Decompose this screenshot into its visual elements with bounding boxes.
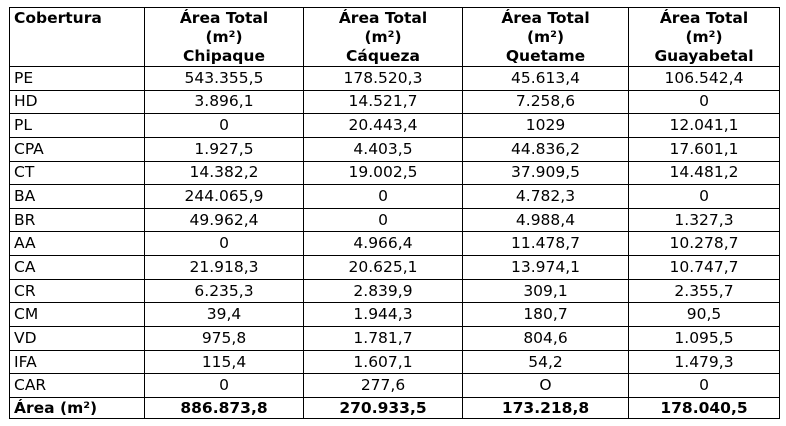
table-cell: 0 xyxy=(629,185,780,209)
total-cell: 270.933,5 xyxy=(304,398,463,419)
row-label: CPA xyxy=(10,137,145,161)
row-label: HD xyxy=(10,90,145,114)
header-row xyxy=(10,8,780,67)
table-cell: 90,5 xyxy=(629,303,780,327)
row-label: AA xyxy=(10,232,145,256)
table-cell: 1.479,3 xyxy=(629,350,780,374)
row-label: CAR xyxy=(10,374,145,398)
table-cell: 13.974,1 xyxy=(463,256,629,280)
table-cell: 10.278,7 xyxy=(629,232,780,256)
table-cell: 975,8 xyxy=(145,327,304,351)
table-cell: 115,4 xyxy=(145,350,304,374)
table-cell: 180,7 xyxy=(463,303,629,327)
table-row xyxy=(10,90,780,114)
row-label: BA xyxy=(10,185,145,209)
table-cell: 54,2 xyxy=(463,350,629,374)
table-cell: 0 xyxy=(145,232,304,256)
table-row xyxy=(10,161,780,185)
total-cell: 178.040,5 xyxy=(629,398,780,419)
table-cell: 14.521,7 xyxy=(304,90,463,114)
table-cell: 309,1 xyxy=(463,279,629,303)
row-label: BR xyxy=(10,208,145,232)
table-row xyxy=(10,208,780,232)
table-row xyxy=(10,67,780,91)
table-cell: 14.481,2 xyxy=(629,161,780,185)
table-cell: 178.520,3 xyxy=(304,67,463,91)
table-cell: 14.382,2 xyxy=(145,161,304,185)
table-cell: O xyxy=(463,374,629,398)
header-line1: Área Total xyxy=(338,9,428,27)
table-row xyxy=(10,374,780,398)
row-label: IFA xyxy=(10,350,145,374)
row-label: CA xyxy=(10,256,145,280)
table-cell: 19.002,5 xyxy=(304,161,463,185)
table-row xyxy=(10,185,780,209)
table-cell: 20.625,1 xyxy=(304,256,463,280)
table-cell: 1.607,1 xyxy=(304,350,463,374)
header-line2: (m²) xyxy=(526,28,565,46)
table-cell: 39,4 xyxy=(145,303,304,327)
table-row xyxy=(10,327,780,351)
row-label: PL xyxy=(10,114,145,138)
header-line3: Chipaque xyxy=(183,47,265,65)
table-row xyxy=(10,279,780,303)
table-cell: 543.355,5 xyxy=(145,67,304,91)
header-column xyxy=(145,8,304,67)
table-cell: 1.781,7 xyxy=(304,327,463,351)
coverage-area-table xyxy=(9,7,780,419)
header-line1: Área Total xyxy=(659,9,749,27)
table-cell: 17.601,1 xyxy=(629,137,780,161)
table-row xyxy=(10,114,780,138)
header-column xyxy=(304,8,463,67)
table-cell: 0 xyxy=(304,208,463,232)
table-cell: 1029 xyxy=(463,114,629,138)
table-cell: 1.944,3 xyxy=(304,303,463,327)
table-cell: 4.988,4 xyxy=(463,208,629,232)
table-cell: 106.542,4 xyxy=(629,67,780,91)
row-label: CT xyxy=(10,161,145,185)
table-cell: 6.235,3 xyxy=(145,279,304,303)
total-label: Área (m²) xyxy=(10,398,145,419)
row-label: VD xyxy=(10,327,145,351)
table-cell: 21.918,3 xyxy=(145,256,304,280)
header-line2: (m²) xyxy=(205,28,243,46)
table-row xyxy=(10,137,780,161)
table-cell: 2.355,7 xyxy=(629,279,780,303)
table-cell: 1.327,3 xyxy=(629,208,780,232)
table-cell: 45.613,4 xyxy=(463,67,629,91)
header-line3: Cáqueza xyxy=(346,47,420,65)
table-cell: 804,6 xyxy=(463,327,629,351)
table-cell: 1.095,5 xyxy=(629,327,780,351)
table-cell: 0 xyxy=(145,374,304,398)
table-cell: 1.927,5 xyxy=(145,137,304,161)
table-cell: 10.747,7 xyxy=(629,256,780,280)
table-cell: 3.896,1 xyxy=(145,90,304,114)
table-cell: 277,6 xyxy=(304,374,463,398)
row-label: PE xyxy=(10,67,145,91)
table-row xyxy=(10,303,780,327)
table-cell: 37.909,5 xyxy=(463,161,629,185)
row-label: CM xyxy=(10,303,145,327)
total-cell: 173.218,8 xyxy=(463,398,629,419)
header-line1: Área Total xyxy=(501,9,590,27)
table-cell: 2.839,9 xyxy=(304,279,463,303)
table-cell: 20.443,4 xyxy=(304,114,463,138)
header-line3: Quetame xyxy=(505,47,586,65)
header-line2: (m²) xyxy=(685,28,723,46)
header-line2: (m²) xyxy=(364,28,402,46)
table-cell: 12.041,1 xyxy=(629,114,780,138)
table-cell: 11.478,7 xyxy=(463,232,629,256)
header-line3: Guayabetal xyxy=(654,47,754,65)
table-cell: 0 xyxy=(304,185,463,209)
table-row xyxy=(10,350,780,374)
table-cell: 7.258,6 xyxy=(463,90,629,114)
table-row xyxy=(10,232,780,256)
table-cell: 44.836,2 xyxy=(463,137,629,161)
table-cell: 244.065,9 xyxy=(145,185,304,209)
total-cell: 886.873,8 xyxy=(145,398,304,419)
table-cell: 49.962,4 xyxy=(145,208,304,232)
table-cell: 4.403,5 xyxy=(304,137,463,161)
table-row xyxy=(10,256,780,280)
table-cell: 0 xyxy=(629,374,780,398)
header-cobertura: Cobertura xyxy=(10,8,145,67)
header-column xyxy=(629,8,780,67)
table-cell: 4.966,4 xyxy=(304,232,463,256)
total-row xyxy=(10,398,780,419)
header-line1: Área Total xyxy=(179,9,269,27)
header-column xyxy=(463,8,629,67)
table-cell: 0 xyxy=(145,114,304,138)
table-cell: 0 xyxy=(629,90,780,114)
row-label: CR xyxy=(10,279,145,303)
table-cell: 4.782,3 xyxy=(463,185,629,209)
